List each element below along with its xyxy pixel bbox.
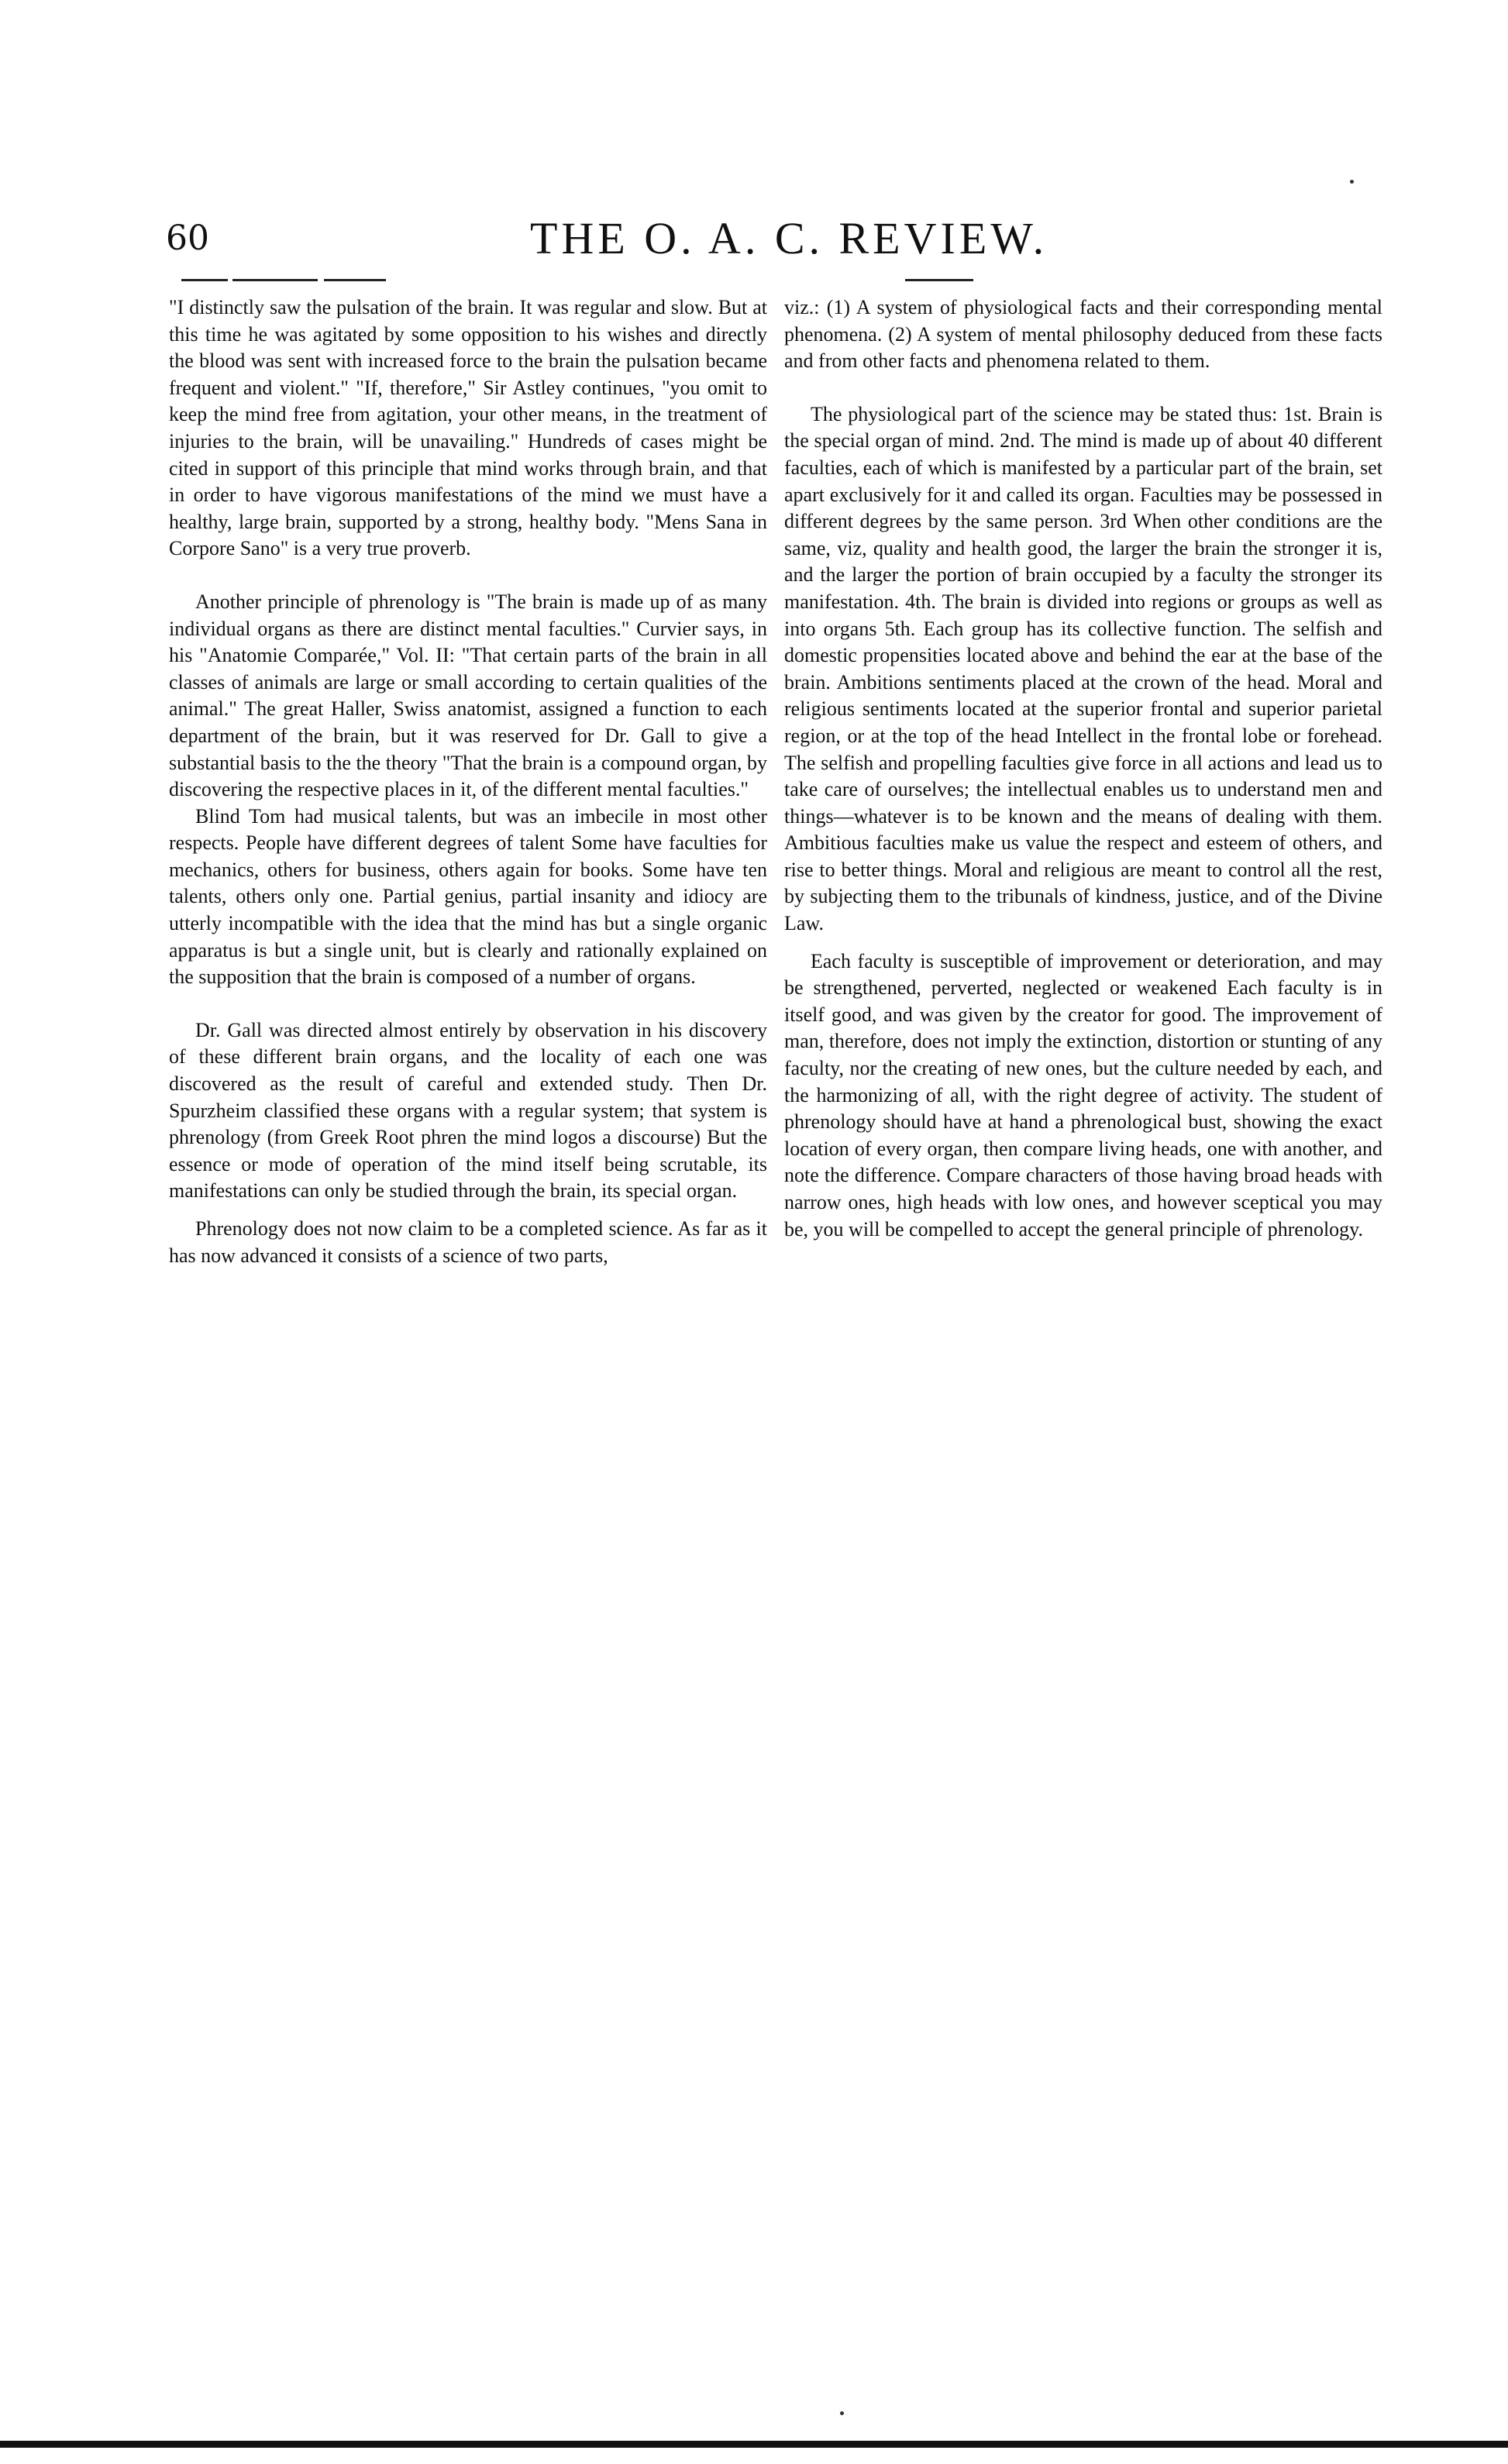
paragraph: Another principle of phrenology is "The brain is made up of as many individual organs as there are distinct mental faculties." Curvier says, in his "Anatomie Comparée," Vol. II: "That certain parts of the brain in all classes of animals are large or small according to certain qualities of the animal." The great Haller, Swiss anatomist, assigned a function to each department of the brain, but it was reserved for Dr. Gall to give a substantial basis to the the theory "That the brain is a compound organ, by discovering the respective places in it, of the different mental faculties." <box>169 590 767 801</box>
paragraph: Dr. Gall was directed almost entirely by observation in his discovery of these different brain organs, and the locality of each one was discovered as the result of careful and extended study. Then Dr. Spurzheim classified these organs with a regular system; that system is phrenology (from Greek Root phren the mind logos a discourse) But the essence or mode of operation of the mind itself being scrutable, its manifestations can only be studied through the brain, its special organ. <box>169 1018 767 1203</box>
left-column <box>169 294 767 1269</box>
bottom-rule <box>0 2441 1508 2448</box>
print-speck <box>840 2411 844 2415</box>
paragraph: Phrenology does not now claim to be a completed science. As far as it has now advanced it consists of a science of two parts, <box>169 1217 767 1267</box>
header-dash <box>324 279 386 281</box>
print-speck <box>1350 180 1354 184</box>
paragraph: "I distinctly saw the pulsation of the brain. It was regular and slow. But at this time he was agitated by some opposition to his wishes and directly the blood was sent with increased force to the brain the pulsation became frequent and violent." "If, therefore," Sir Astley continues, "you omit to keep the mind free from agitation, your other means, in the treatment of injuries to the brain, will be unavailing." Hundreds of cases might be cited in support of this principle that mind works through brain, and that in order to have vigorous manifestations of the mind we must have a healthy, large brain, supported by a strong, healthy body. "Mens Sana in Corpore Sano" is a very true proverb. <box>169 296 767 560</box>
paragraph: viz.: (1) A system of physiological facts and their corresponding mental phenomena. (2) A system of mental philosophy deduced from these facts and from other facts and phenomena related to them. <box>784 296 1382 373</box>
header-dash <box>232 279 318 281</box>
paragraph: Each faculty is susceptible of improvement or deterioration, and may be strengthened, perverted, neglected or weakened Each faculty is in itself good, and was given by the creator for good. The improvement of man, therefore, does not imply the extinction, distortion or stunting of any faculty, nor the creating of new ones, but the culture needed by each, and the harmonizing of all, with the right degree of activity. The student of phrenology should have at hand a phrenological bust, showing the exact location of every organ, then compare living heads, one with another, and note the difference. Compare characters of those having broad heads with narrow ones, high heads with low ones, and however sceptical you may be, you will be compelled to accept the general principle of phrenology. <box>784 949 1382 1241</box>
page-header <box>166 208 1390 270</box>
right-column <box>784 294 1382 1243</box>
header-dash <box>181 279 228 281</box>
page-number: 60 <box>166 219 209 258</box>
running-head: THE O. A. C. REVIEW. <box>530 213 1048 263</box>
paragraph: Blind Tom had musical talents, but was an imbecile in most other respects. People have different degrees of talent Some have faculties for mechanics, others for business, others again for books. Some have ten talents, others only one. Partial genius, partial insanity and idiocy are utterly incompatible with the idea that the mind has but a single organic apparatus is but a single unit, but is clearly and rationally explained on the supposition that the brain is composed of a number of organs. <box>169 804 767 989</box>
paragraph: The physiological part of the science may be stated thus: 1st. Brain is the special organ of mind. 2nd. The mind is made up of about 40 different faculties, each of which is manifested by a particular part of the brain, set apart exclusively for it and called its organ. Faculties may be possessed in different degrees by the same person. 3rd When other conditions are the same, viz, quality and health good, the larger the brain the stronger it is, and the larger the portion of brain occupied by a faculty the stronger its manifestation. 4th. The brain is divided into regions or groups as well as into organs 5th. Each group has its collective function. The selfish and domestic propensities located above and behind the ear at the base of the brain. Ambitions sentiments placed at the crown of the head. Moral and religious sentiments located at the superior frontal and superior parietal region, or at the top of the head Intellect in the frontal lobe or forehead. The selfish and propelling faculties give force in all actions and lead us to take care of ourselves; the intellectual enables us to understand men and things—whatever is to be known and the means of dealing with them. Ambitious faculties make us value the respect and esteem of others, and rise to better things. Moral and religious are meant to control all the rest, by subjecting them to the tribunals of kindness, justice, and of the Divine Law. <box>784 402 1382 935</box>
header-dash <box>905 279 973 281</box>
